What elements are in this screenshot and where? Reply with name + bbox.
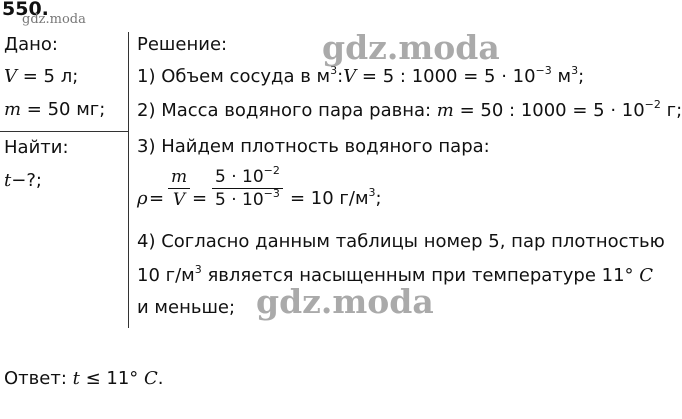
fraction-numerator xyxy=(212,164,283,189)
mass-variable: m xyxy=(4,99,22,120)
fraction-m-over-v xyxy=(168,167,190,210)
volume-variable: V xyxy=(4,66,17,87)
denominator-exponent: −3 xyxy=(263,187,280,200)
find-quantity xyxy=(4,170,42,191)
fraction-m: m xyxy=(168,167,190,189)
fraction-powers xyxy=(212,164,283,210)
numerator-exponent: −2 xyxy=(263,164,280,177)
volume-value: = 5 л; xyxy=(17,66,79,87)
step4-text-b: является насыщенным при температуре 11° xyxy=(201,265,640,286)
step4-text-a: 10 г/м xyxy=(137,265,195,286)
step1-text-b: : xyxy=(337,66,344,87)
watermark-bottom: gdz.moda xyxy=(256,282,434,321)
step4-sup-a: 3 xyxy=(194,263,202,276)
answer-unit: C xyxy=(144,368,158,389)
step1-text-d: м xyxy=(551,66,572,87)
step1-sup-c: −3 xyxy=(535,64,552,77)
watermark-top: gdz.moda xyxy=(322,28,500,67)
numerator-base: 5 · 10 xyxy=(215,167,264,187)
fraction-v: V xyxy=(172,190,186,210)
density-rho: ρ xyxy=(137,188,148,209)
step2-variable: m xyxy=(436,100,454,121)
solution-step-3: 3) Найдем плотность водяного пара: xyxy=(137,136,490,157)
step4-unit: C xyxy=(639,265,654,286)
step1-variable: V xyxy=(343,66,357,87)
denominator-base: 5 · 10 xyxy=(215,190,264,210)
given-volume xyxy=(4,66,78,87)
horizontal-divider xyxy=(0,131,128,132)
density-eq2: = xyxy=(192,188,208,209)
step2-text-c: г; xyxy=(660,100,682,121)
step2-text-a: 2) Масса водяного пара равна: xyxy=(137,100,437,121)
density-result xyxy=(290,188,382,209)
step2-text-b: = 50 : 1000 = 5 · 10 xyxy=(453,100,645,121)
step1-text-c: = 5 : 1000 = 5 · 10 xyxy=(356,66,536,87)
step1-sup-d: 3 xyxy=(571,64,579,77)
given-mass xyxy=(4,99,105,120)
find-rest: −?; xyxy=(11,170,42,191)
find-variable: t xyxy=(4,170,12,191)
vertical-divider xyxy=(128,32,129,328)
step2-sup-b: −2 xyxy=(644,98,661,111)
answer-label: Ответ: xyxy=(4,368,73,389)
solution-step-4-line-3: и меньше; xyxy=(137,297,236,318)
step1-sup-a: 3 xyxy=(330,64,338,77)
answer-relation: ≤ 11° xyxy=(79,368,144,389)
density-eq1: = xyxy=(149,188,165,209)
given-header: Дано: xyxy=(4,34,58,55)
problem-number: 550. xyxy=(2,0,49,20)
watermark-small: gdz.moda xyxy=(22,12,86,27)
solution-step-2 xyxy=(137,100,682,121)
solution-header: Решение: xyxy=(137,34,228,55)
density-result-text: = 10 г/м xyxy=(290,188,369,209)
answer-line xyxy=(4,368,164,389)
find-header: Найти: xyxy=(4,137,69,158)
step1-text-e: ; xyxy=(578,66,585,87)
density-result-sup: 3 xyxy=(368,186,376,199)
step1-text-a: 1) Объем сосуда в м xyxy=(137,66,331,87)
solution-step-4-line-1: 4) Согласно данным таблицы номер 5, пар плотностью xyxy=(137,231,665,252)
fraction-denominator xyxy=(212,189,283,210)
solution-step-1 xyxy=(137,66,584,87)
answer-end: . xyxy=(157,368,164,389)
answer-variable: t xyxy=(72,368,80,389)
mass-value: = 50 мг; xyxy=(21,99,106,120)
density-result-end: ; xyxy=(375,188,382,209)
